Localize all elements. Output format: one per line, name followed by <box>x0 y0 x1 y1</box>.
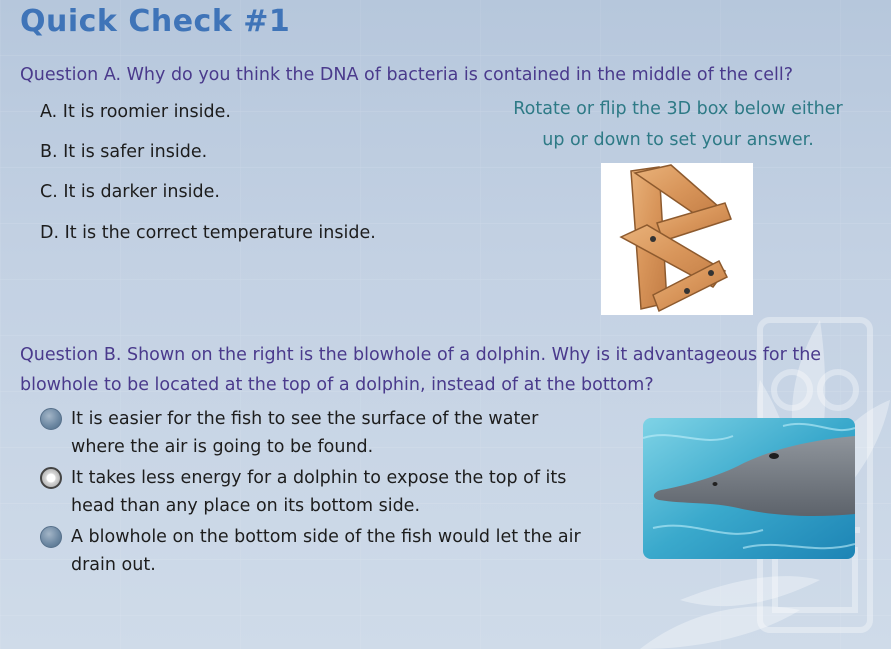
question-a-prompt: Question A. Why do you think the DNA of bacteria is contained in the middle of the cell? <box>20 65 794 85</box>
question-a-option-d: D. It is the correct temperature inside. <box>40 223 376 243</box>
radio-button-selected[interactable] <box>40 467 62 489</box>
rotate-instruction <box>488 94 868 156</box>
answer-3d-box[interactable] <box>601 163 753 315</box>
radio-button[interactable] <box>40 526 62 548</box>
option-label-line1: A blowhole on the bottom side of the fish would let the air <box>71 527 581 547</box>
question-a-option-c: C. It is darker inside. <box>40 182 220 202</box>
wooden-letter-b-image <box>601 163 753 315</box>
option-label <box>71 523 631 579</box>
question-b-prompt: Question B. Shown on the right is the blowhole of a dolphin. Why is it advantageous for the blowhole to be located at the top of a dolphin, instead of at the bottom? <box>20 345 822 395</box>
question-a-option-b: B. It is safer inside. <box>40 142 208 162</box>
dolphin-photo <box>643 418 855 559</box>
option-label-line1: It takes less energy for a dolphin to expose the top of its <box>71 468 567 488</box>
question-a-option-a: A. It is roomier inside. <box>40 102 231 122</box>
option-label-line2: drain out. <box>71 555 156 575</box>
rotate-instruction-line1: Rotate or flip the 3D box below either <box>513 99 843 119</box>
option-label-line2: head than any place on its bottom side. <box>71 496 421 516</box>
rotate-instruction-line2: up or down to set your answer. <box>542 130 814 150</box>
option-label-line1: It is easier for the fish to see the surface of the water <box>71 409 539 429</box>
option-label <box>71 464 631 520</box>
page-title: Quick Check #1 <box>20 4 291 39</box>
option-label-line2: where the air is going to be found. <box>71 437 374 457</box>
option-label <box>71 405 631 461</box>
radio-button[interactable] <box>40 408 62 430</box>
